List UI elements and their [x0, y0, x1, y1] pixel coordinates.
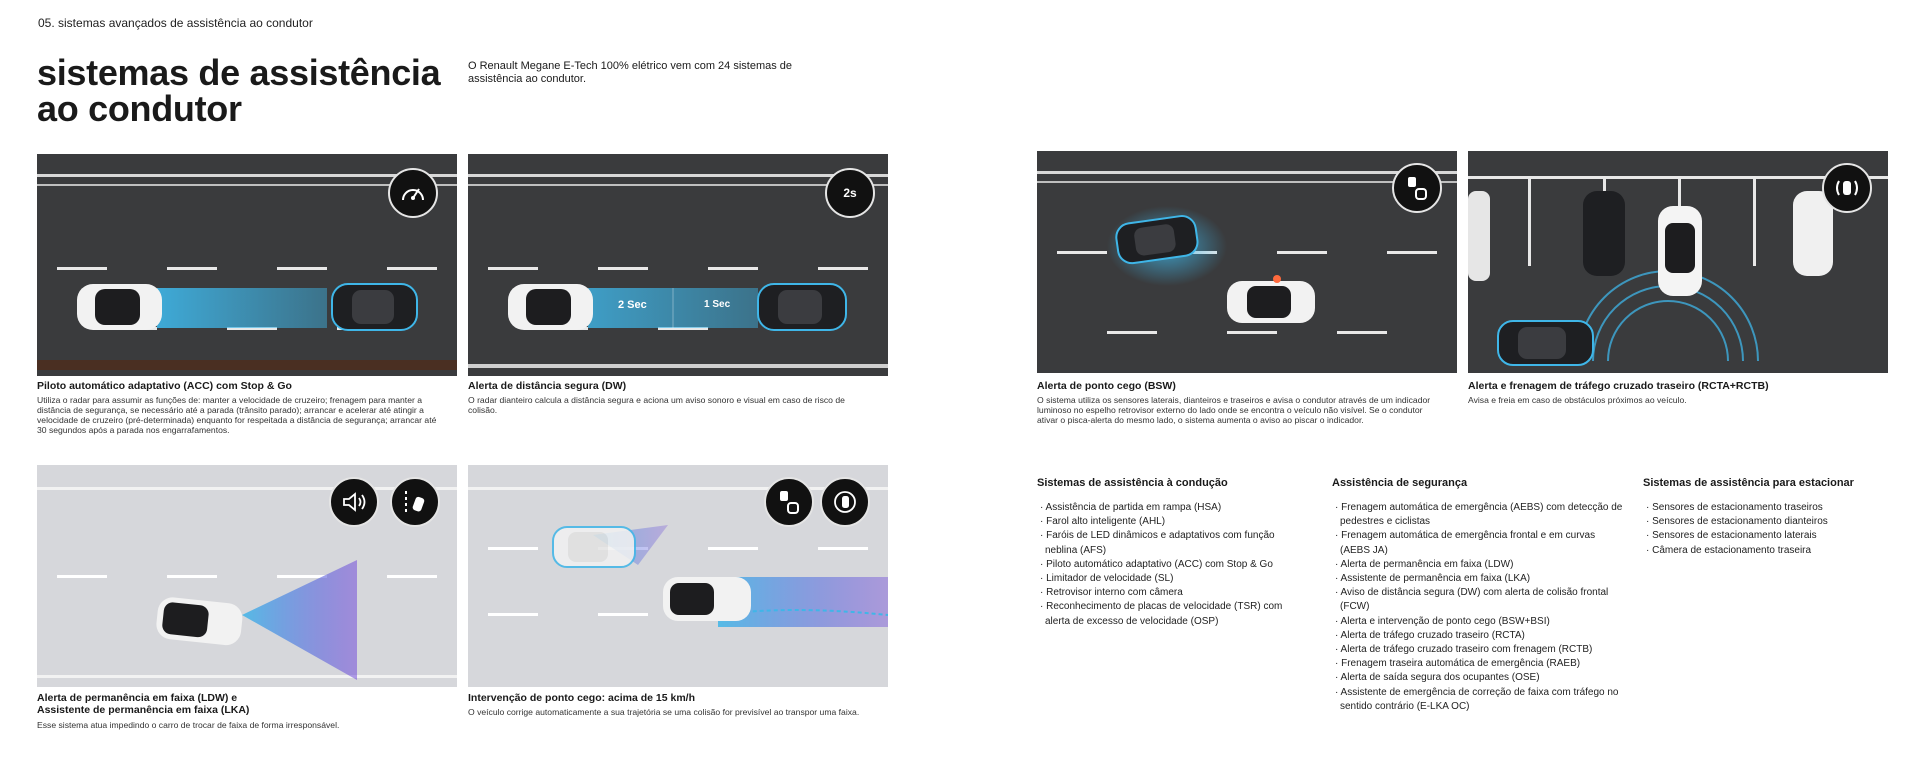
list-item: · Assistente de emergência de correção de faixa com tráfego no sentido contrário (E-LKA OC) [1335, 686, 1619, 712]
acc-description: Utiliza o radar para assumir as funções de: manter a velocidade de cruzeiro; frenagem para manter a distância de segurança, se necessário até a parada (trânsito parado); arrancar e acelerar até atingir a velocidade de cruzeiro (pré-determinada) enquanto for respeitada a distância de segurança; arrancar até 30 segundos após a parada nos engarrafamentos. [37, 395, 437, 435]
bsi-description: O veículo corrige automaticamente a sua trajetória se uma colisão for previsível ao transpor uma faixa. [468, 707, 860, 717]
list-item: · Sensores de estacionamento traseiros [1646, 502, 1823, 513]
ldw-lka-description: Esse sistema atua impedindo o carro de trocar de faixa de forma irresponsável. [37, 720, 340, 730]
card-rcta [1468, 151, 1888, 441]
list-item: · Assistência de partida em rampa (HSA) [1040, 502, 1222, 513]
dw-distance-icon [825, 168, 875, 218]
dw-label-2sec: 2 Sec [618, 299, 647, 311]
driving-assist-heading: Sistemas de assistência à condução [1037, 477, 1228, 489]
bsi-title: Intervenção de ponto cego: acima de 15 km/h [468, 692, 695, 704]
list-item: · Alerta de tráfego cruzado traseiro com frenagem (RCTB) [1335, 644, 1593, 656]
bsw-mirror-icon [1392, 163, 1442, 213]
bsi-car-ego [663, 577, 751, 621]
list-item: · Alerta de permanência em faixa (LDW) [1335, 558, 1514, 570]
list-item: · Sensores de estacionamento dianteiros [1646, 516, 1828, 528]
list-item: · Alerta e intervenção de ponto cego (BSW+BSI) [1335, 615, 1550, 627]
list-item: · Limitador de velocidade (SL) [1040, 573, 1174, 585]
dw-title: Alerta de distância segura (DW) [468, 380, 627, 392]
dw-icon-label: 2s [843, 186, 857, 200]
rcta-car-ego [1658, 206, 1702, 296]
ldw-car [155, 596, 244, 647]
list-item: · Alerta de saída segura dos ocupantes (OSE) [1335, 672, 1540, 684]
driving-assist-list [1037, 501, 1307, 629]
rcta-image [1468, 151, 1888, 373]
list-item: · Frenagem traseira automática de emergência (RAEB) [1335, 658, 1581, 670]
list-item: · Piloto automático adaptativo (ACC) com Stop & Go [1040, 558, 1273, 570]
rcta-title: Alerta e frenagem de tráfego cruzado traseiro (RCTA+RCTB) [1468, 380, 1769, 392]
card-acc [37, 154, 457, 444]
safety-assist-column [1332, 477, 1627, 714]
bsw-description: O sistema utiliza os sensores laterais, dianteiros e traseiros e avisa o condutor através de um indicador luminoso no espelho retrovisor externo do lado onde se encontra o veículo não visível. Se o condutor ativar o pisca-alerta do mesmo lado, o sistema aumenta o aviso ao piscar o indicador. [1037, 395, 1431, 425]
list-item: · Retrovisor interno com câmera [1040, 587, 1183, 599]
rcta-car-crossing [1498, 321, 1593, 365]
acc-car-front [332, 284, 417, 330]
acc-car-rear [77, 284, 162, 330]
bsw-image [1037, 151, 1457, 373]
bsi-car-behind [553, 527, 635, 567]
acc-image [37, 154, 457, 376]
list-item: · Farol alto inteligente (AHL) [1040, 516, 1166, 528]
dw-image [468, 154, 888, 376]
list-item: · Aviso de distância segura (DW) com alerta de colisão frontal (FCW) [1335, 587, 1609, 613]
acc-title: Piloto automático adaptativo (ACC) com Stop & Go [37, 380, 292, 392]
safety-assist-list [1332, 501, 1627, 714]
dw-description: O radar dianteiro calcula a distância segura e aciona um aviso sonoro e visual em caso de risco de colisão. [468, 395, 845, 415]
parking-assist-heading: Sistemas de assistência para estacionar [1643, 477, 1854, 489]
bsi-image [468, 465, 888, 687]
driving-assist-column [1037, 477, 1307, 629]
intro-text: O Renault Megane E-Tech 100% elétrico vem com 24 sistemas de assistência ao condutor. [468, 60, 793, 85]
list-item: · Frenagem automática de emergência frontal e em curvas (AEBS JA) [1335, 530, 1596, 556]
list-item: · Frenagem automática de emergência (AEBS) com detecção de pedestres e ciclistas [1335, 502, 1623, 528]
list-item: · Assistente de permanência em faixa (LKA) [1335, 573, 1531, 585]
section-label: 05. sistemas avançados de assistência ao condutor [38, 16, 313, 30]
card-bsw [1037, 151, 1457, 441]
dw-car-front [758, 284, 846, 330]
list-item: · Sensores de estacionamento laterais [1646, 530, 1817, 542]
dw-label-1sec: 1 Sec [704, 299, 731, 310]
ldw-sound-icon [329, 477, 379, 527]
ldw-lka-title: Alerta de permanência em faixa (LDW) e Assistente de permanência em faixa (LKA) [37, 692, 250, 716]
list-item: · Faróis de LED dinâmicos e adaptativos com função neblina (AFS) [1040, 530, 1275, 556]
rcta-description: Avisa e freia em caso de obstáculos próximos ao veículo. [1468, 395, 1687, 405]
parking-assist-column [1643, 477, 1908, 558]
parking-assist-list [1643, 501, 1908, 558]
lka-lane-icon [390, 477, 440, 527]
list-item: · Câmera de estacionamento traseira [1646, 544, 1812, 556]
bsi-intervention-icon [820, 477, 870, 527]
dw-car-rear [508, 284, 593, 330]
bsw-car-ego [1227, 275, 1315, 323]
safety-assist-heading: Assistência de segurança [1332, 477, 1468, 489]
rcta-sensor-icon [1822, 163, 1872, 213]
bsw-title: Alerta de ponto cego (BSW) [1037, 380, 1176, 392]
ldw-image [37, 465, 457, 687]
list-item: · Alerta de tráfego cruzado traseiro (RCTA) [1335, 629, 1525, 641]
acc-speed-icon [388, 168, 438, 218]
card-bsi [468, 465, 888, 735]
card-dw [468, 154, 888, 444]
card-ldw-lka [37, 465, 457, 735]
bsi-mirror-icon [764, 477, 814, 527]
page-title: sistemas de assistência ao condutor [37, 52, 441, 129]
list-item: · Reconhecimento de placas de velocidade (TSR) com alerta de excesso de velocidade (OSP) [1040, 601, 1283, 627]
